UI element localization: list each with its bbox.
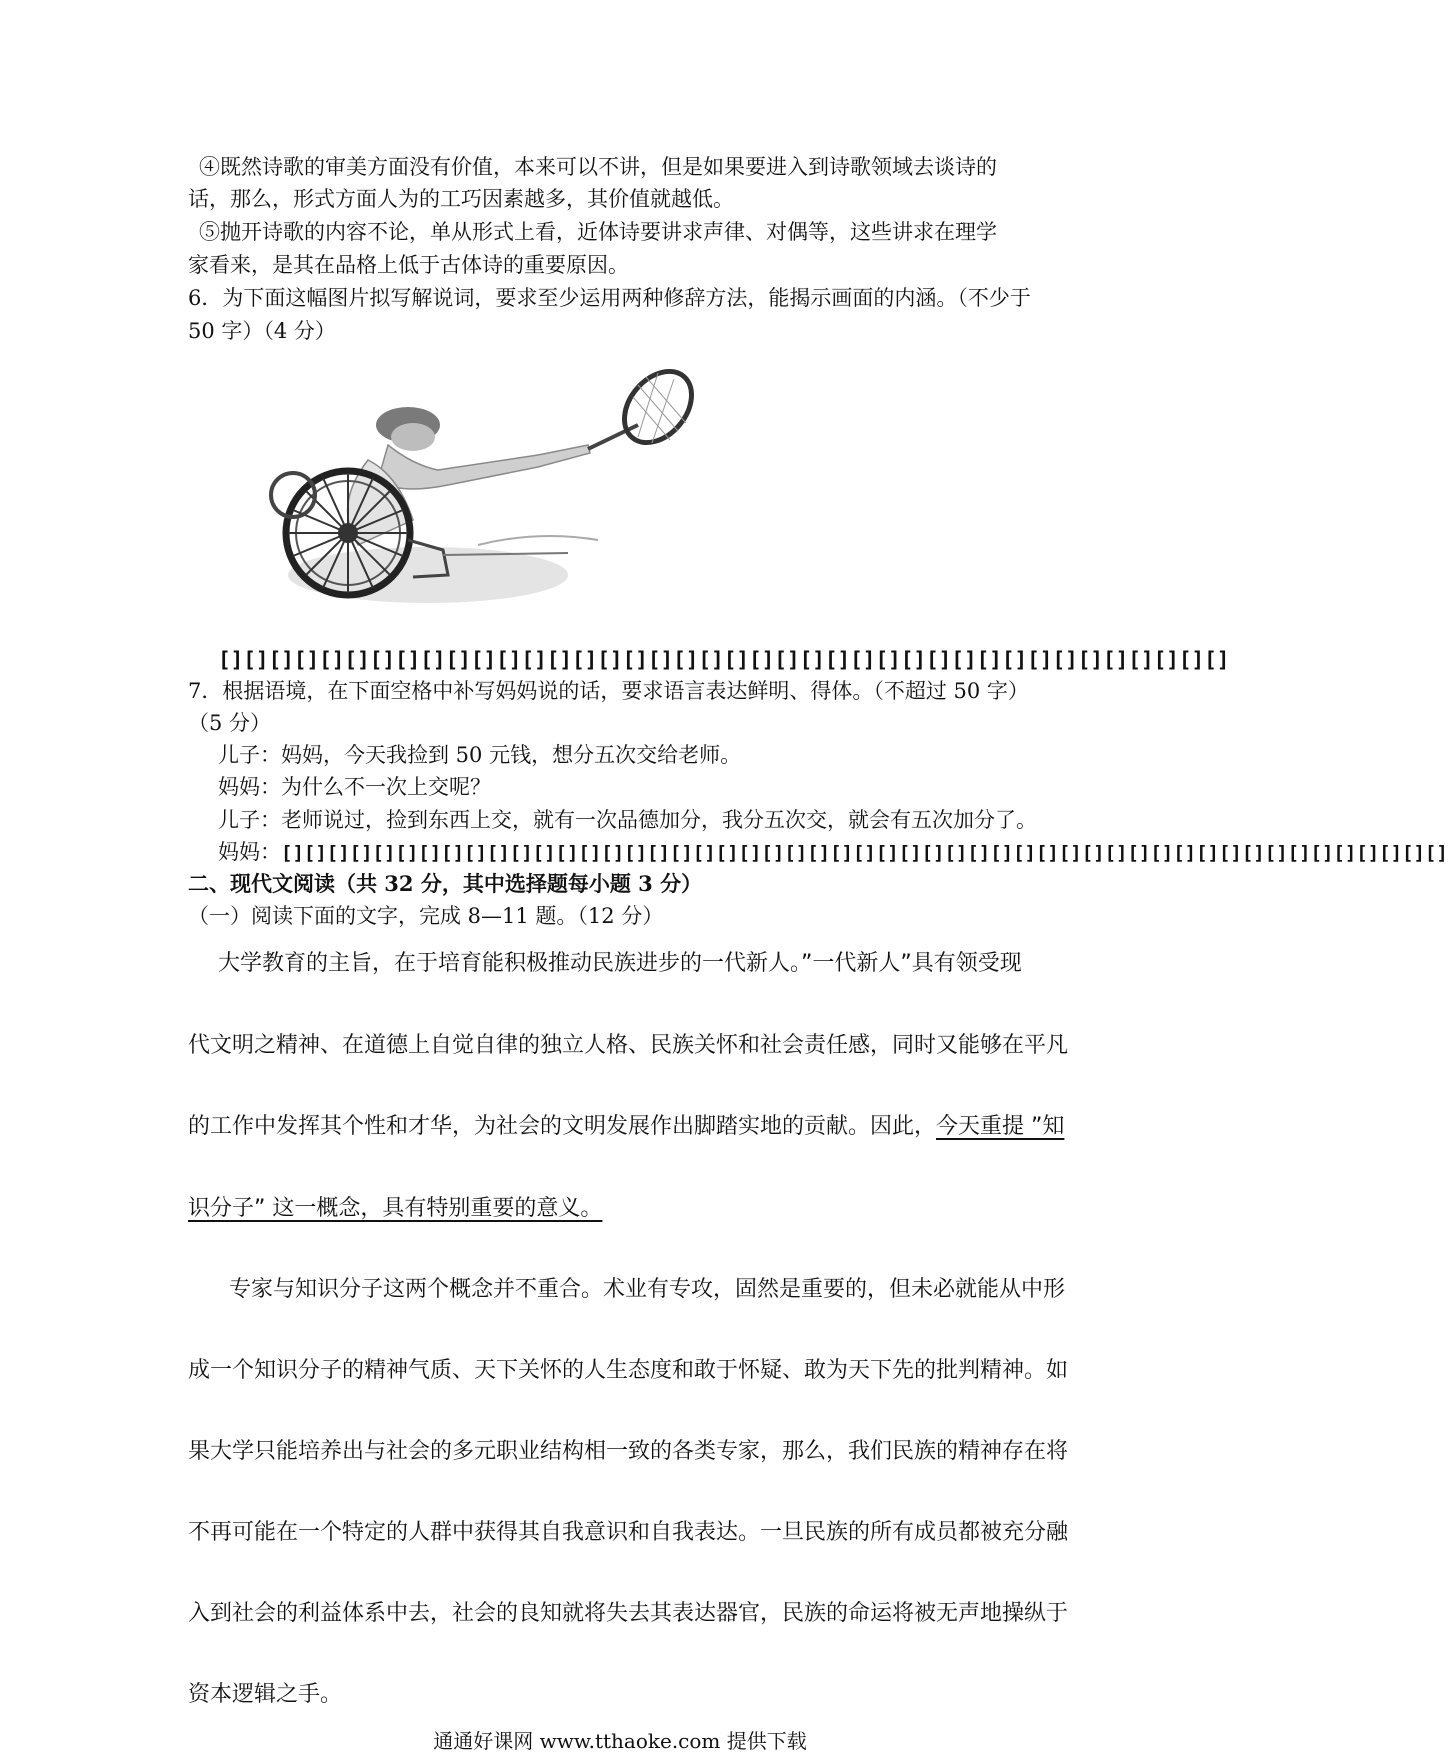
passage-p2-line-5: 入到社会的利益体系中去，社会的良知就将失去其表达器官，民族的命运将被无声地操纵于 — [188, 1601, 1069, 1626]
dialog-mom-1: 妈妈：为什么不一次上交呢？ — [218, 775, 491, 799]
passage-p2-line-4: 不再可能在一个特定的人群中获得其自我意识和自我表达。一旦民族的所有成员都被充分融 — [188, 1520, 1069, 1545]
passage-p2-line-1: 专家与知识分子这两个概念并不重合。术业有专攻，固然是重要的，但未必就能从中形 — [229, 1277, 1066, 1302]
page-footer: 通通好课网 www.tthaoke.com 提供下载 — [433, 1729, 807, 1753]
passage-p1-line-3-text: 的工作中发挥其个性和才华，为社会的文明发展作出脚踏实地的贡献。因此， — [188, 1114, 937, 1139]
passage-p1-line-2: 代文明之精神、在道德上自觉自律的独立人格、民族关怀和社会责任感，同时又能够在平凡 — [188, 1033, 1069, 1058]
question-7-prompt-line-2: （5 分） — [188, 711, 272, 735]
section-2-subheading: （一）阅读下面的文字，完成 8—11 题。（12 分） — [188, 904, 664, 928]
underlined-sentence-part-2: 识分子” 这一概念，具有特别重要的意义。 — [188, 1196, 603, 1221]
passage-p2-line-2: 成一个知识分子的精神气质、天下关怀的人生态度和敢于怀疑、敢为天下先的批判精神。如 — [188, 1358, 1069, 1383]
question-6-prompt-line-1: 6．为下面这幅图片拟写解说词，要求至少运用两种修辞方法，能揭示画面的内涵。（不少于 — [188, 286, 1031, 310]
mom-label: 妈妈： — [218, 840, 281, 864]
passage-p1-line-3 — [188, 1113, 1064, 1141]
option-5-line-2: 家看来，是其在品格上低于古体诗的重要原因。 — [188, 253, 629, 277]
passage-p1-line-1: 大学教育的主旨，在于培育能积极推动民族进步的一代新人。”一代新人”具有领受现 — [218, 951, 1022, 976]
wheelchair-tennis-photo — [238, 345, 708, 623]
dialog-son-1: 儿子：妈妈，今天我捡到 50 元钱，想分五次交给老师。 — [218, 743, 742, 767]
passage-p2-line-6: 资本逻辑之手。 — [188, 1682, 343, 1707]
option-4-line-2: 话，那么，形式方面人为的工巧因素越多，其价值就越低。 — [188, 187, 734, 211]
option-5-line-1: ⑤抛开诗歌的内容不论，单从形式上看，近体诗要讲求声律、对偶等，这些讲求在理学 — [199, 220, 997, 244]
question-7-answer-boxes: [][][][][][][][][][][][][][][][][][][][][][][][][][][][][][][][][][][][][][][][][][][][][][][][][][][] — [281, 842, 1448, 864]
question-6-answer-boxes: [][][][][][][][][][][][][][][][][][][][][][][][][][][][][][][][][][][][][][][][] — [218, 648, 1230, 672]
section-2-heading: 二、现代文阅读（共 32 分，其中选择题每小题 3 分） — [188, 871, 703, 896]
question-6-prompt-line-2: 50 字）（4 分） — [188, 319, 336, 343]
option-4-line-1: ④既然诗歌的审美方面没有价值，本来可以不讲，但是如果要进入到诗歌领域去谈诗的 — [199, 155, 997, 179]
question-7-prompt-line-1: 7．根据语境，在下面空格中补写妈妈说的话，要求语言表达鲜明、得体。（不超过 50 字） — [188, 679, 1029, 703]
underlined-sentence-part-1: 今天重提 ”知 — [936, 1114, 1065, 1139]
dialog-son-2: 儿子：老师说过，捡到东西上交，就有一次品德加分，我分五次交，就会有五次加分了。 — [218, 808, 1037, 832]
passage-p2-line-3: 果大学只能培养出与社会的多元职业结构相一致的各类专家，那么，我们民族的精神存在将 — [188, 1439, 1069, 1464]
dialog-mom-label — [218, 838, 1448, 867]
